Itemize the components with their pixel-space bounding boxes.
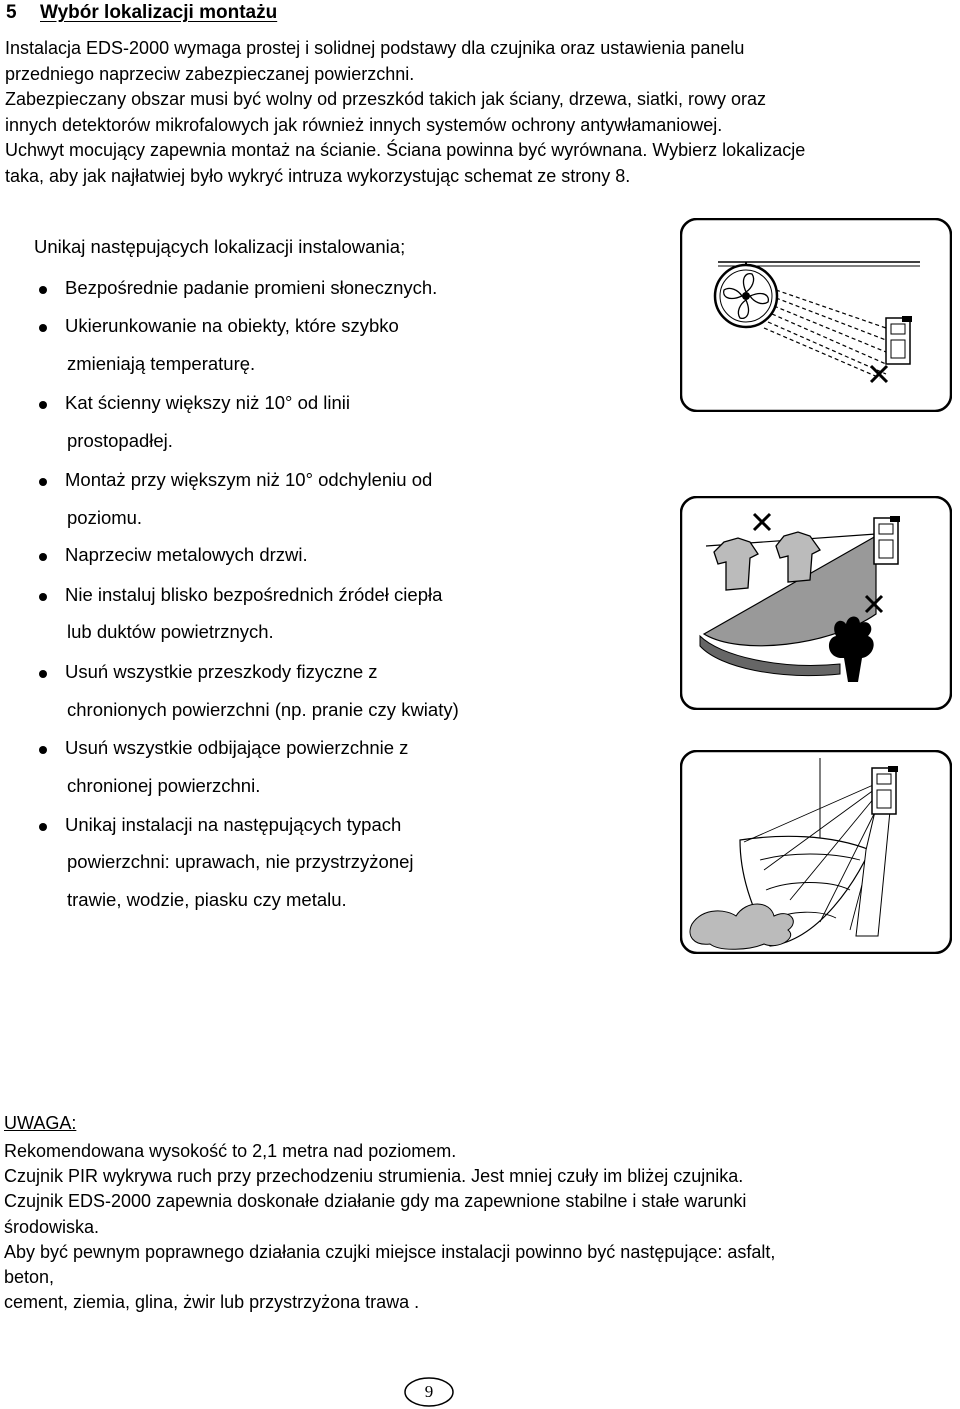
reflective-surface-illustration — [680, 750, 952, 954]
bullet-dot — [39, 547, 53, 561]
section-title: Wybór lokalizacji montażu — [40, 2, 278, 23]
bullet-dot — [39, 664, 53, 678]
obstacles-illustration — [680, 496, 952, 710]
section-heading — [6, 2, 277, 24]
detector-icon — [872, 766, 898, 814]
intro-line: Instalacja EDS-2000 wymaga prostej i solidnej podstawy dla czujnika oraz ustawienia panelu — [5, 38, 745, 58]
intro-line: Zabezpieczany obszar musi być wolny od przeszkód takich jak ściany, drzewa, siatki, rowy oraz — [5, 89, 766, 109]
page-number-text: 9 — [424, 1382, 434, 1401]
list-item-line: lub duktów powietrznych. — [67, 621, 274, 642]
warning-label: UWAGA: — [4, 1113, 77, 1133]
list-item-line: Ukierunkowanie na obiekty, które szybko — [65, 315, 399, 336]
list-item-line: trawie, wodzie, piasku czy metalu. — [67, 889, 347, 910]
note-line: Czujnik PIR wykrywa ruch przy przechodzeniu strumienia. Jest mniej czuły im bliżej czujnika. — [4, 1166, 744, 1187]
list-item-line: Unikaj instalacji na następujących typach — [65, 814, 402, 835]
list-item-line: Kat ścienny większy niż 10° od linii — [65, 392, 351, 413]
list-item-line: Usuń wszystkie odbijające powierzchnie z — [65, 737, 409, 758]
list-item-line: Usuń wszystkie przeszkody fizyczne z — [65, 661, 378, 682]
list-item-line: chronionych powierzchni (np. pranie czy kwiaty) — [67, 699, 459, 720]
bullet-dot — [39, 472, 53, 486]
intro-line: innych detektorów mikrofalowych jak również innych systemów ochrony antywłamaniowej. — [5, 114, 723, 135]
page-number — [403, 1376, 455, 1408]
avoid-list-title: Unikaj następujących lokalizacji instalowania; — [34, 236, 406, 257]
bullet-dot — [39, 587, 53, 601]
fan-illustration — [680, 218, 952, 412]
list-item-line: chronionej powierzchni. — [67, 775, 261, 796]
intro-line: przedniego naprzeciw zabezpieczanej powierzchni. — [5, 63, 415, 84]
bullet-dot — [39, 280, 53, 294]
list-item-line: Naprzeciw metalowych drzwi. — [65, 544, 308, 565]
note-line: cement, ziemia, glina, żwir lub przystrzyżona trawa . — [4, 1292, 420, 1313]
detector-icon — [886, 316, 912, 364]
note-line: Rekomendowana wysokość to 2,1 metra nad poziomem. — [4, 1141, 457, 1161]
note-line: Aby być pewnym poprawnego działania czujki miejsce instalacji powinno być następujące: asfalt, — [4, 1241, 776, 1262]
warning-notes — [4, 1139, 954, 1315]
bullet-dot — [39, 318, 53, 332]
detector-icon — [874, 516, 900, 564]
intro-line: Uchwyt mocujący zapewnia montaż na ścianie. Ściana powinna być wyrównana. Wybierz lokalizacje — [5, 140, 806, 160]
list-item-line: powierzchni: uprawach, nie przystrzyżonej — [67, 851, 414, 872]
list-item-line: poziomu. — [67, 507, 143, 528]
list-item-line: zmieniają temperaturę. — [67, 353, 256, 374]
bullet-dot — [39, 740, 53, 754]
list-item-line: prostopadłej. — [67, 430, 173, 451]
note-line: beton, — [4, 1267, 55, 1288]
intro-paragraph — [5, 36, 960, 189]
bullet-dot — [39, 395, 53, 409]
section-number: 5 — [6, 2, 17, 23]
list-item-line: Montaż przy większym niż 10° odchyleniu od — [65, 469, 433, 490]
note-line: środowiska. — [4, 1216, 100, 1237]
list-item-line: Bezpośrednie padanie promieni słonecznych. — [65, 277, 438, 298]
bullet-dot — [39, 817, 53, 831]
note-line: Czujnik EDS-2000 zapewnia doskonałe działanie gdy ma zapewnione stabilne i stałe warunki — [4, 1191, 747, 1212]
intro-line: taka, aby jak najłatwiej było wykryć intruza wykorzystując schemat ze strony 8. — [5, 165, 631, 186]
list-item-line: Nie instaluj blisko bezpośrednich źródeł ciepła — [65, 584, 443, 605]
